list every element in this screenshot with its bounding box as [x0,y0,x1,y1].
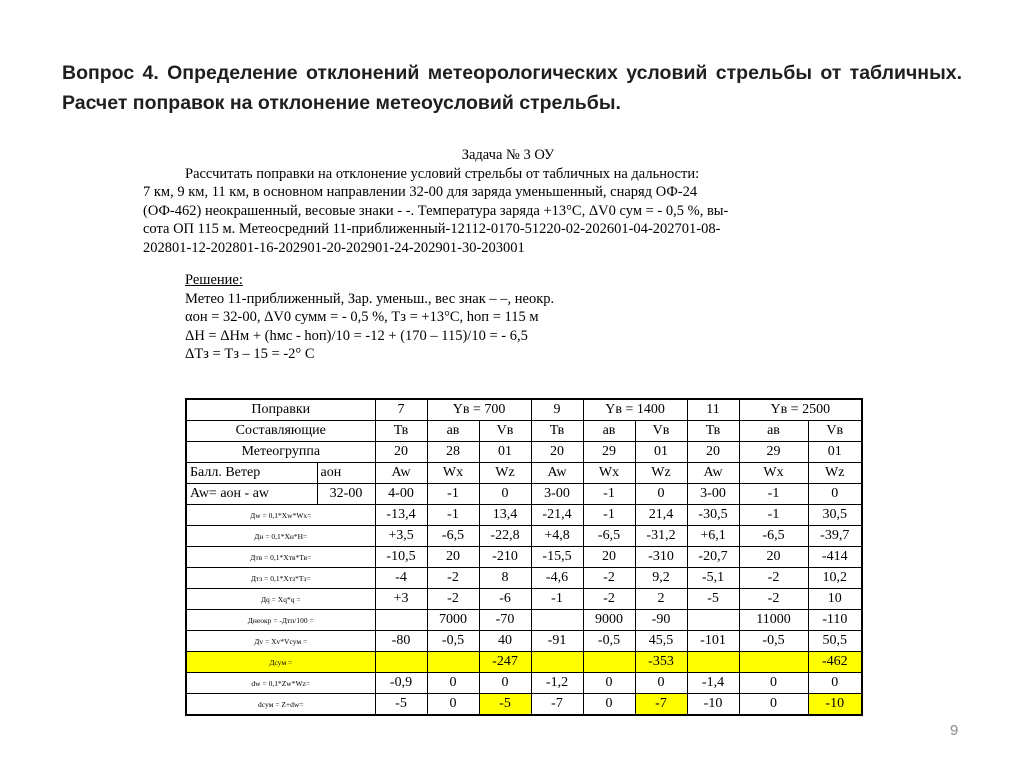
slide-title: Вопрос 4. Определение отклонений метеорологических условий стрельбы от табличных. Расчет поправок на отклонение метеоусловий стрельбы. [62,62,962,114]
table-cell: 11000 [739,610,808,631]
table-row-total [186,652,862,673]
task-heading: Задача № 3 ОУ [461,147,555,163]
table-cell: Yв = 1400 [583,399,687,421]
table-cell [531,652,583,673]
task-line: (ОФ-462) неокрашенный, весовые знаки - -. Температура заряда +13°С, ΔV0 сум = - 0,5 %, вы- [143,202,729,219]
table-cell: Дн = 0,1*Xн*Н= [186,526,375,547]
table-cell: aв [739,421,808,442]
task-line: Рассчитать поправки на отклонение условий стрельбы от табличных на дальности: [185,165,700,182]
table-cell: Vв [808,421,862,442]
table-cell: -462 [808,652,862,673]
table-cell: Wz [808,463,862,484]
table-cell: 8 [479,568,531,589]
table-cell [687,610,739,631]
table-cell: -6,5 [739,526,808,547]
table-cell: Aw= aон - aw [186,484,317,505]
table-cell: -22,8 [479,526,531,547]
table-cell: Дv = Xv*Vсум = [186,631,375,652]
table-cell: +4,8 [531,526,583,547]
table-cell: 29 [739,442,808,463]
table-cell: 21,4 [635,505,687,526]
table-cell: 20 [739,547,808,568]
table-cell: 29 [583,442,635,463]
table-cell: -2 [583,568,635,589]
table-cell: -10 [687,694,739,716]
table-cell: Метеогруппа [186,442,375,463]
table-row [186,589,862,610]
table-cell: -247 [479,652,531,673]
table-cell: 0 [479,673,531,694]
table-cell: 10,2 [808,568,862,589]
table-cell: 4-00 [375,484,427,505]
table-cell: 01 [479,442,531,463]
table-row [186,673,862,694]
table-cell: 7 [375,399,427,421]
table-cell: -5 [375,694,427,716]
table-cell: -80 [375,631,427,652]
table-cell: -414 [808,547,862,568]
solution-block [143,271,873,364]
table-cell: 9000 [583,610,635,631]
table-row [186,526,862,547]
task-block [143,146,873,364]
table-cell: Yв = 700 [427,399,531,421]
table-cell: -20,7 [687,547,739,568]
table-cell: +3,5 [375,526,427,547]
table-cell: -31,2 [635,526,687,547]
table-cell: Дтз = 0,1*Xтз*Тз= [186,568,375,589]
table-cell: Wx [739,463,808,484]
solution-line: Метео 11-приближенный, Зар. уменьш., вес знак – –, неокр. [185,290,555,307]
table-cell: Тв [375,421,427,442]
task-line: 202801-12-202801-16-202901-20-202901-24-202901-30-203001 [143,239,525,256]
page-number: 9 [950,722,959,739]
table-row [186,505,862,526]
table-cell: -90 [635,610,687,631]
table-cell: -10,5 [375,547,427,568]
table-row [186,463,862,484]
table-cell [427,652,479,673]
table-cell: -2 [427,589,479,610]
table-cell: Wz [635,463,687,484]
table-cell: 20 [375,442,427,463]
solution-line: ΔТз = Тз – 15 = -2° С [185,346,315,362]
table-row [186,547,862,568]
table-cell: 0 [808,673,862,694]
solution-heading: Решение: [185,272,243,288]
table-row [186,484,862,505]
table-cell: 0 [635,673,687,694]
table-cell: 0 [808,484,862,505]
corrections-table [185,398,863,716]
table-cell: 11 [687,399,739,421]
table-cell: Aw [687,463,739,484]
table-cell [375,610,427,631]
table-cell: Wx [427,463,479,484]
table-cell: -7 [531,694,583,716]
table-cell: 0 [427,694,479,716]
table-cell: Тв [531,421,583,442]
table-cell: -2 [739,568,808,589]
table-cell: -4,6 [531,568,583,589]
table-cell: -110 [808,610,862,631]
task-line: 7 км, 9 км, 11 км, в основном направлении 32-00 для заряда уменьшенный, снаряд ОФ-24 [143,184,698,200]
table-row [186,399,862,421]
table-cell: 0 [739,673,808,694]
table-cell: -4 [375,568,427,589]
table-cell: 0 [583,694,635,716]
table-cell: -2 [583,589,635,610]
table-cell: aв [583,421,635,442]
table-cell: Wz [479,463,531,484]
table-cell: 0 [427,673,479,694]
table-cell: Составляющие [186,421,375,442]
table-cell: +3 [375,589,427,610]
table-cell: 45,5 [635,631,687,652]
table-cell: -0,9 [375,673,427,694]
table-cell: 3-00 [531,484,583,505]
table-cell: -5,1 [687,568,739,589]
table-cell [375,652,427,673]
table-cell: Дтв = 0,1*Xтв*Тв= [186,547,375,568]
table-row [186,694,862,716]
table-cell: 0 [739,694,808,716]
table-cell: Yв = 2500 [739,399,862,421]
table-cell: 30,5 [808,505,862,526]
table-cell: -6 [479,589,531,610]
table-cell: -2 [427,568,479,589]
table-cell [583,652,635,673]
table-cell: Поправки [186,399,375,421]
table-cell: 20 [531,442,583,463]
table-cell: -15,5 [531,547,583,568]
table-cell: -21,4 [531,505,583,526]
table-cell: -1 [739,505,808,526]
table-cell: -310 [635,547,687,568]
table-cell [687,652,739,673]
table-cell: Vв [635,421,687,442]
table-cell: 3-00 [687,484,739,505]
table-cell: 28 [427,442,479,463]
table-cell: 20 [583,547,635,568]
table-cell: 7000 [427,610,479,631]
table-cell: -5 [479,694,531,716]
table-cell [531,610,583,631]
table-cell: -1 [583,505,635,526]
table-cell: -101 [687,631,739,652]
table-cell: -353 [635,652,687,673]
table-cell: Vв [479,421,531,442]
table-cell: -1 [739,484,808,505]
table-cell: -13,4 [375,505,427,526]
table-cell: -39,7 [808,526,862,547]
table-cell: -2 [739,589,808,610]
table-cell: 40 [479,631,531,652]
solution-line: αон = 32-00, ΔV0 сумм = - 0,5 %, Тз = +13°С, hоп = 115 м [185,309,539,325]
table-cell: 01 [808,442,862,463]
table-cell: Тв [687,421,739,442]
table-cell: aв [427,421,479,442]
table-cell: 0 [479,484,531,505]
table-cell: -10 [808,694,862,716]
table-cell: -0,5 [427,631,479,652]
table-cell: 2 [635,589,687,610]
table-cell: 20 [427,547,479,568]
table-cell: 20 [687,442,739,463]
table-cell: Aw [375,463,427,484]
table-cell: 0 [635,484,687,505]
table-row [186,610,862,631]
table-cell: Балл. Ветер [186,463,317,484]
table-cell: Wx [583,463,635,484]
table-cell: 32-00 [317,484,375,505]
table-cell: 01 [635,442,687,463]
table-cell: -30,5 [687,505,739,526]
table-cell: -6,5 [427,526,479,547]
table-cell: -5 [687,589,739,610]
table-cell: dсум = Z+dw= [186,694,375,716]
task-line: сота ОП 115 м. Метеосредний 11-приближенный-12112-0170-51220-02-202601-04-202701-08- [143,221,721,237]
table-cell: -1,4 [687,673,739,694]
table-cell: -1 [427,484,479,505]
table-cell: -1,2 [531,673,583,694]
table-cell: +6,1 [687,526,739,547]
table-cell: 10 [808,589,862,610]
table-cell: -1 [583,484,635,505]
table-cell: Aw [531,463,583,484]
table-cell: 0 [583,673,635,694]
table-cell: -1 [531,589,583,610]
table-cell: -1 [427,505,479,526]
table-row [186,442,862,463]
table-cell: 9,2 [635,568,687,589]
table-cell: -0,5 [739,631,808,652]
table-cell [739,652,808,673]
solution-line: ΔН = ΔНм + (hмс - hоп)/10 = -12 + (170 – 115)/10 = - 6,5 [185,327,528,344]
table-cell: Дw = 0,1*Xw*Wx= [186,505,375,526]
table-row [186,421,862,442]
table-cell: -70 [479,610,531,631]
table-cell: 9 [531,399,583,421]
table-row [186,568,862,589]
table-cell: Дq = Xq*q = [186,589,375,610]
table-row [186,631,862,652]
table-cell: dw = 0,1*Zw*Wz= [186,673,375,694]
table-cell: -91 [531,631,583,652]
table-cell: Дсум = [186,652,375,673]
table-cell: -6,5 [583,526,635,547]
table-cell: 50,5 [808,631,862,652]
table-cell: 13,4 [479,505,531,526]
table-cell: Днеокр = -Дтп/100 = [186,610,375,631]
table-cell: -7 [635,694,687,716]
table-cell: -0,5 [583,631,635,652]
table-cell: -210 [479,547,531,568]
table-cell: aон [317,463,375,484]
